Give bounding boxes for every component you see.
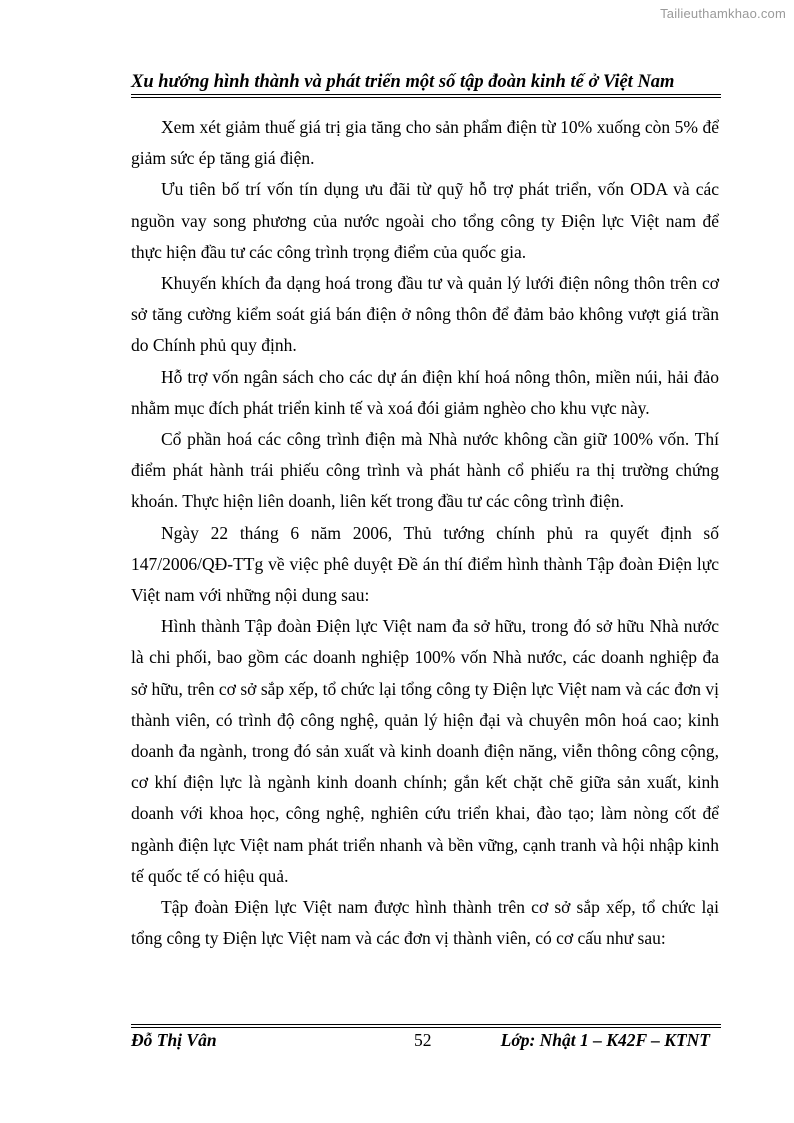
header-divider [131, 94, 721, 98]
footer-author: Đỗ Thị Vân [131, 1030, 217, 1050]
paragraph-vat-reduction: Xem xét giảm thuế giá trị gia tăng cho sản phẩm điện từ 10% xuống còn 5% để giảm sức ép tăng giá điện. [131, 117, 719, 169]
paragraph-equitization: Cổ phần hoá các công trình điện mà Nhà nước không cần giữ 100% vốn. Thí điểm phát hành trái phiếu công trình và phát hành cổ phiếu ra thị trường chứng khoán. Thực hiện liên doanh, liên kết trong đầu tư các công trình điện. [131, 429, 719, 512]
paragraph-rural-grid: Khuyến khích đa dạng hoá trong đầu tư và quản lý lưới điện nông thôn trên cơ sở tăng cường kiểm soát giá bán điện ở nông thôn để đảm bảo không vượt giá trần do Chính phủ quy định. [131, 273, 719, 356]
paragraph-credit-priority: Ưu tiên bố trí vốn tín dụng ưu đãi từ quỹ hỗ trợ phát triển, vốn ODA và các nguồn vay song phương của nước ngoài cho tổng công ty Điện lực Việt nam để thực hiện đầu tư các công trình trọng điểm của quốc gia. [131, 179, 719, 262]
document-header-title: Xu hướng hình thành và phát triển một số tập đoàn kinh tế ở Việt Nam [131, 72, 675, 92]
watermark-text: Tailieuthamkhao.com [660, 6, 786, 21]
document-body [131, 112, 719, 954]
paragraph-budget-support: Hỗ trợ vốn ngân sách cho các dự án điện khí hoá nông thôn, miền núi, hải đảo nhằm mục đích phát triển kinh tế và xoá đói giảm nghèo cho khu vực này. [131, 366, 719, 418]
paragraph-structure-intro: Tập đoàn Điện lực Việt nam được hình thành trên cơ sở sắp xếp, tổ chức lại tổng công ty Điện lực Việt nam và các đơn vị thành viên, có cơ cấu như sau: [131, 897, 719, 949]
page-number: 52 [414, 1030, 432, 1050]
paragraph-group-formation: Hình thành Tập đoàn Điện lực Việt nam đa sở hữu, trong đó sở hữu Nhà nước là chi phối, bao gồm các doanh nghiệp 100% vốn Nhà nước, các doanh nghiệp đa sở hữu, trên cơ sở sắp xếp, tổ chức lại tổng công ty Điện lực Việt nam và các đơn vị thành viên, có trình độ công nghệ, quản lý hiện đại và chuyên môn hoá cao; kinh doanh đa ngành, trong đó sản xuất và kinh doanh điện năng, viễn thông công cộng, cơ khí điện lực là ngành kinh doanh chính; gắn kết chặt chẽ giữa sản xuất, kinh doanh với khoa học, công nghệ, nghiên cứu triển khai, đào tạo; làm nòng cốt để ngành điện lực Việt nam phát triển nhanh và bền vững, cạnh tranh và hội nhập kinh tế quốc tế có hiệu quả. [131, 616, 719, 886]
footer-divider [131, 1024, 721, 1028]
paragraph-decision: Ngày 22 tháng 6 năm 2006, Thủ tướng chính phủ ra quyết định số 147/2006/QĐ-TTg về việc phê duyệt Đề án thí điểm hình thành Tập đoàn Điện lực Việt nam với những nội dung sau: [131, 522, 719, 606]
footer-class-label: Lớp: Nhật 1 – K42F – KTNT [500, 1030, 710, 1050]
